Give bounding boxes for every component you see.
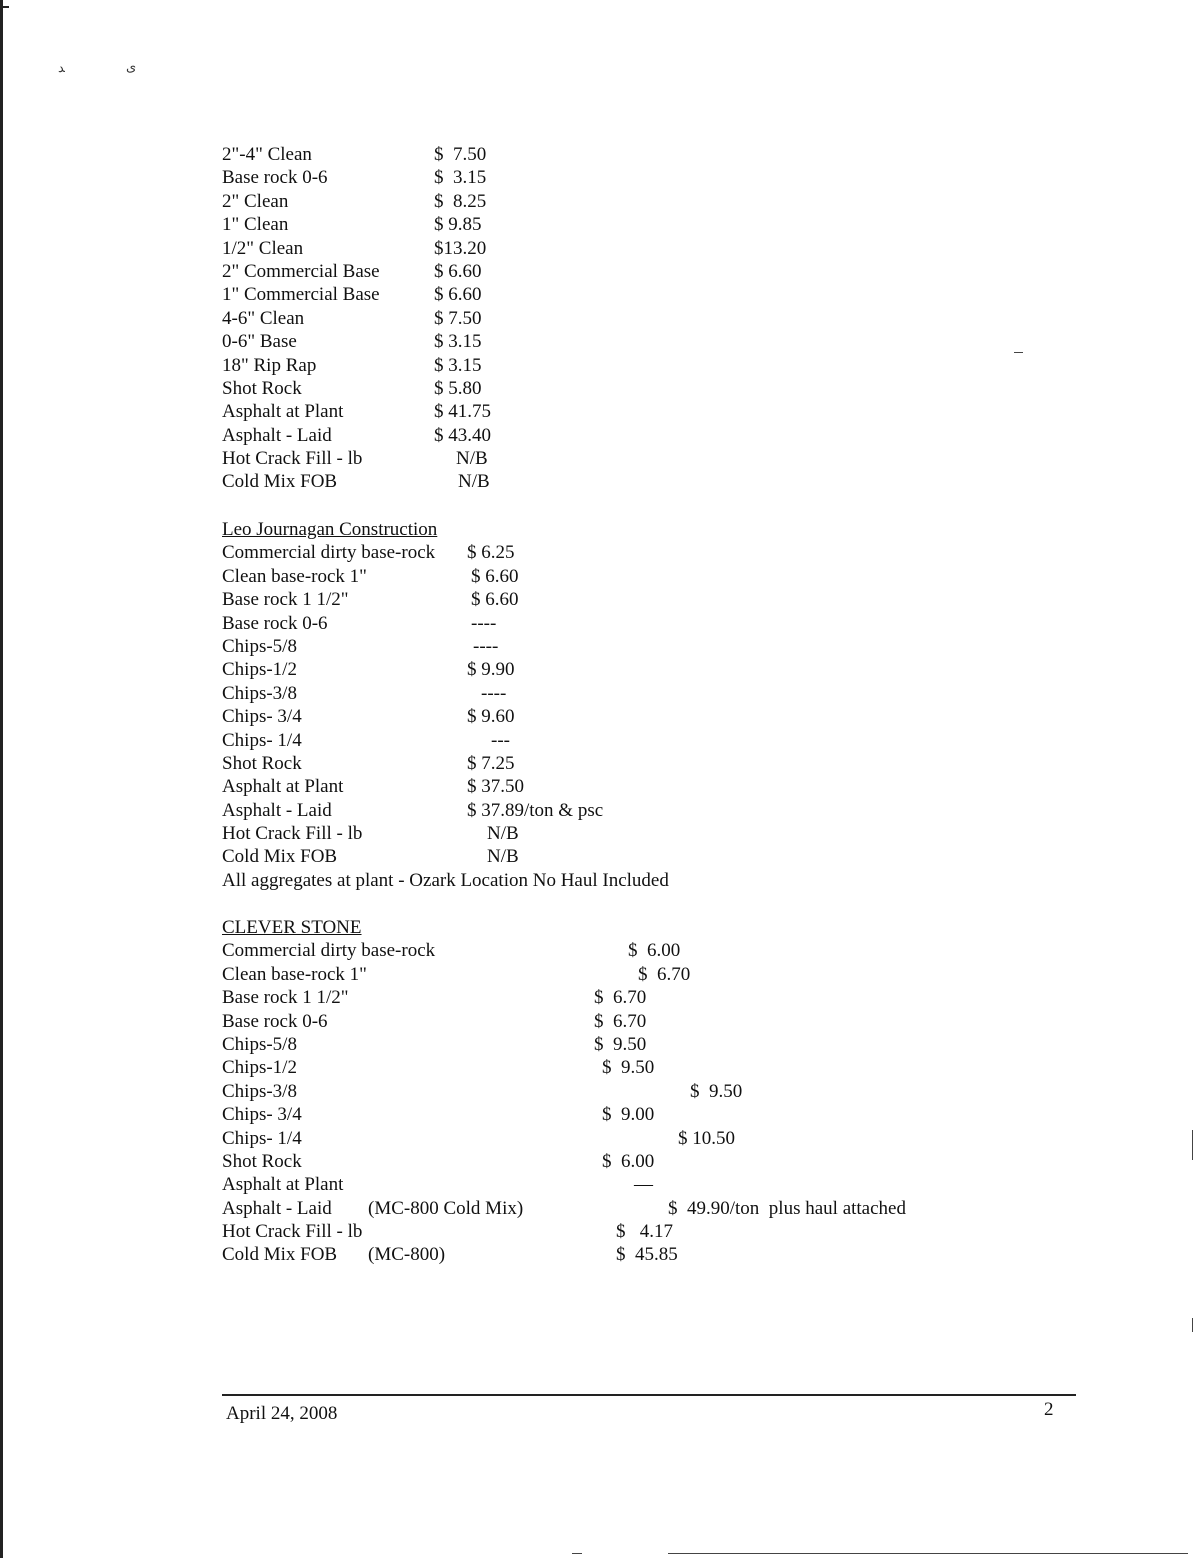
item-price: $ 6.60 <box>434 260 482 282</box>
item-price: $ 9.50 <box>690 1080 743 1102</box>
price-row <box>222 1103 1122 1126</box>
item-price: ---- <box>473 635 499 657</box>
item-name: Hot Crack Fill - lb <box>222 448 363 470</box>
item-name: 1" Commercial Base <box>222 284 380 306</box>
price-row <box>222 424 1122 447</box>
item-price: $13.20 <box>434 237 487 259</box>
price-row <box>222 845 1122 868</box>
item-name: Chips-5/8 <box>222 635 297 657</box>
price-row <box>222 166 1122 189</box>
price-row <box>222 1173 1122 1196</box>
scan-mark <box>1014 352 1023 353</box>
price-row <box>222 635 1122 658</box>
item-price: $ 6.70 <box>638 963 691 985</box>
item-name: Shot Rock <box>222 377 302 399</box>
section-heading: CLEVER STONE <box>222 917 362 938</box>
price-row <box>222 190 1122 213</box>
item-price: $ 9.00 <box>602 1104 655 1126</box>
item-price: $ 6.70 <box>594 1010 647 1032</box>
item-name: Chips- 3/4 <box>222 706 302 728</box>
price-row <box>222 705 1122 728</box>
item-name: Clean base-rock 1" <box>222 963 367 985</box>
item-price: $ 3.15 <box>434 331 482 353</box>
item-name: Base rock 1 1/2" <box>222 987 349 1009</box>
item-price: ---- <box>481 682 507 704</box>
price-list-section-leo-journagan <box>222 518 1122 892</box>
item-price: $ 6.60 <box>471 565 519 587</box>
item-name: Hot Crack Fill - lb <box>222 1221 363 1243</box>
item-price: $ 9.50 <box>602 1057 655 1079</box>
item-name: Cold Mix FOB <box>222 471 338 493</box>
price-row <box>222 1127 1122 1150</box>
price-row <box>222 1150 1122 1173</box>
item-price: $ 9.50 <box>594 1033 647 1055</box>
item-price: $ 9.85 <box>434 214 482 236</box>
price-row <box>222 986 1122 1009</box>
item-price: $ 41.75 <box>434 401 491 423</box>
item-name: Base rock 1 1/2" <box>222 589 349 611</box>
item-price: N/B <box>487 823 519 845</box>
item-price: $ 8.25 <box>434 190 487 212</box>
item-name: 18" Rip Rap <box>222 354 317 376</box>
item-name: Chips- 1/4 <box>222 1127 302 1149</box>
item-name: Asphalt at Plant <box>222 401 344 423</box>
price-row <box>222 470 1122 493</box>
item-name: Base rock 0-6 <box>222 612 328 634</box>
item-name: 2"-4" Clean <box>222 144 312 165</box>
price-row <box>222 822 1122 845</box>
item-price: N/B <box>456 448 488 470</box>
item-price: $ 7.50 <box>434 307 482 329</box>
scan-speck: ﺪ <box>58 60 65 75</box>
item-name: Commercial dirty base-rock <box>222 940 436 962</box>
item-price: $ 7.25 <box>467 752 515 774</box>
scan-mark <box>572 1553 582 1554</box>
item-name: Chips-1/2 <box>222 659 297 681</box>
item-price: ---- <box>471 612 497 634</box>
price-list-section-clever-stone <box>222 916 1122 1267</box>
item-price: $ 5.80 <box>434 377 482 399</box>
item-name: 1" Clean <box>222 214 289 236</box>
item-price: $ 9.90 <box>467 659 515 681</box>
item-name: Asphalt at Plant <box>222 1174 344 1196</box>
item-price: N/B <box>458 471 490 493</box>
price-row <box>222 1080 1122 1103</box>
item-price: $ 6.70 <box>594 987 647 1009</box>
item-price: $ 9.60 <box>467 706 515 728</box>
item-name: Shot Rock <box>222 752 302 774</box>
item-name: Chips-5/8 <box>222 1033 297 1055</box>
price-row <box>222 1010 1122 1033</box>
scan-mark <box>1192 1318 1193 1332</box>
item-name: Chips- 3/4 <box>222 1104 302 1126</box>
price-row <box>222 541 1122 564</box>
item-name: 1/2" Clean <box>222 237 304 259</box>
item-name: Cold Mix FOB <box>222 846 338 868</box>
price-row <box>222 775 1122 798</box>
item-price: — <box>634 1174 653 1196</box>
item-name: Base rock 0-6 <box>222 1010 328 1032</box>
price-row <box>222 963 1122 986</box>
item-price: $ 4.17 <box>616 1221 673 1243</box>
item-name: 0-6" Base <box>222 331 297 353</box>
item-price: $ 43.40 <box>434 424 491 446</box>
price-row <box>222 447 1122 470</box>
item-name: Clean base-rock 1" <box>222 565 367 587</box>
price-row <box>222 1033 1122 1056</box>
item-price: $ 37.89/ton & psc <box>467 799 604 821</box>
item-name: Base rock 0-6 <box>222 167 328 189</box>
price-row <box>222 1220 1122 1243</box>
footer-rule <box>222 1394 1076 1396</box>
price-row <box>222 260 1122 283</box>
price-row <box>222 1056 1122 1079</box>
item-name: Chips-1/2 <box>222 1057 297 1079</box>
item-price: $ 37.50 <box>467 776 524 798</box>
price-row <box>222 400 1122 423</box>
item-name: Chips- 1/4 <box>222 729 302 751</box>
footer-date: April 24, 2008 <box>226 1403 338 1424</box>
price-row <box>222 1197 1122 1220</box>
price-row <box>222 377 1122 400</box>
item-name: 4-6" Clean <box>222 307 305 329</box>
price-row <box>222 729 1122 752</box>
item-price: $ 45.85 <box>616 1244 678 1266</box>
price-row <box>222 143 1122 166</box>
item-name: Asphalt at Plant <box>222 776 344 798</box>
item-price: $ 6.60 <box>434 284 482 306</box>
item-name: Asphalt - Laid <box>222 1197 332 1219</box>
price-row <box>222 612 1122 635</box>
item-qualifier: (MC-800 Cold Mix) <box>368 1197 524 1219</box>
item-price: $ 6.25 <box>467 542 515 564</box>
price-row <box>222 283 1122 306</box>
item-name: Commercial dirty base-rock <box>222 542 436 564</box>
price-row <box>222 565 1122 588</box>
price-row <box>222 330 1122 353</box>
item-qualifier: (MC-800) <box>368 1244 446 1266</box>
price-row <box>222 213 1122 236</box>
item-name: Shot Rock <box>222 1150 302 1172</box>
scan-bottom-rule <box>668 1553 1188 1554</box>
scan-speck: ﻯ <box>126 59 137 74</box>
price-row <box>222 1243 1122 1266</box>
section-note: All aggregates at plant - Ozark Location No Haul Included <box>222 869 669 891</box>
price-row <box>222 939 1122 962</box>
item-price: $ 3.15 <box>434 167 487 189</box>
item-price: $ 3.15 <box>434 354 482 376</box>
item-name: 2" Commercial Base <box>222 260 380 282</box>
item-price: $ 7.50 <box>434 144 487 165</box>
item-price: $ 6.60 <box>471 589 519 611</box>
price-list-section-1 <box>222 143 1122 494</box>
item-price: $ 6.00 <box>602 1150 655 1172</box>
item-name: Asphalt - Laid <box>222 799 332 821</box>
item-price: --- <box>491 729 510 751</box>
section-heading: Leo Journagan Construction <box>222 519 438 540</box>
price-row <box>222 237 1122 260</box>
scan-mark <box>1192 1130 1193 1160</box>
page-number: 2 <box>1044 1399 1054 1420</box>
scan-edge-left <box>0 0 3 1558</box>
item-name: Chips-3/8 <box>222 682 297 704</box>
price-row <box>222 682 1122 705</box>
item-name: 2" Clean <box>222 190 289 212</box>
price-row <box>222 354 1122 377</box>
item-price: $ 49.90/ton plus haul attached <box>668 1197 906 1219</box>
price-row <box>222 588 1122 611</box>
item-name: Cold Mix FOB <box>222 1244 338 1266</box>
item-name: Asphalt - Laid <box>222 424 332 446</box>
price-row <box>222 799 1122 822</box>
item-price: $ 6.00 <box>628 940 681 962</box>
item-price: N/B <box>487 846 519 868</box>
price-row <box>222 307 1122 330</box>
item-name: Hot Crack Fill - lb <box>222 823 363 845</box>
item-name: Chips-3/8 <box>222 1080 297 1102</box>
price-row <box>222 658 1122 681</box>
scan-edge-tick <box>3 6 9 8</box>
item-price: $ 10.50 <box>678 1127 735 1149</box>
price-row <box>222 752 1122 775</box>
